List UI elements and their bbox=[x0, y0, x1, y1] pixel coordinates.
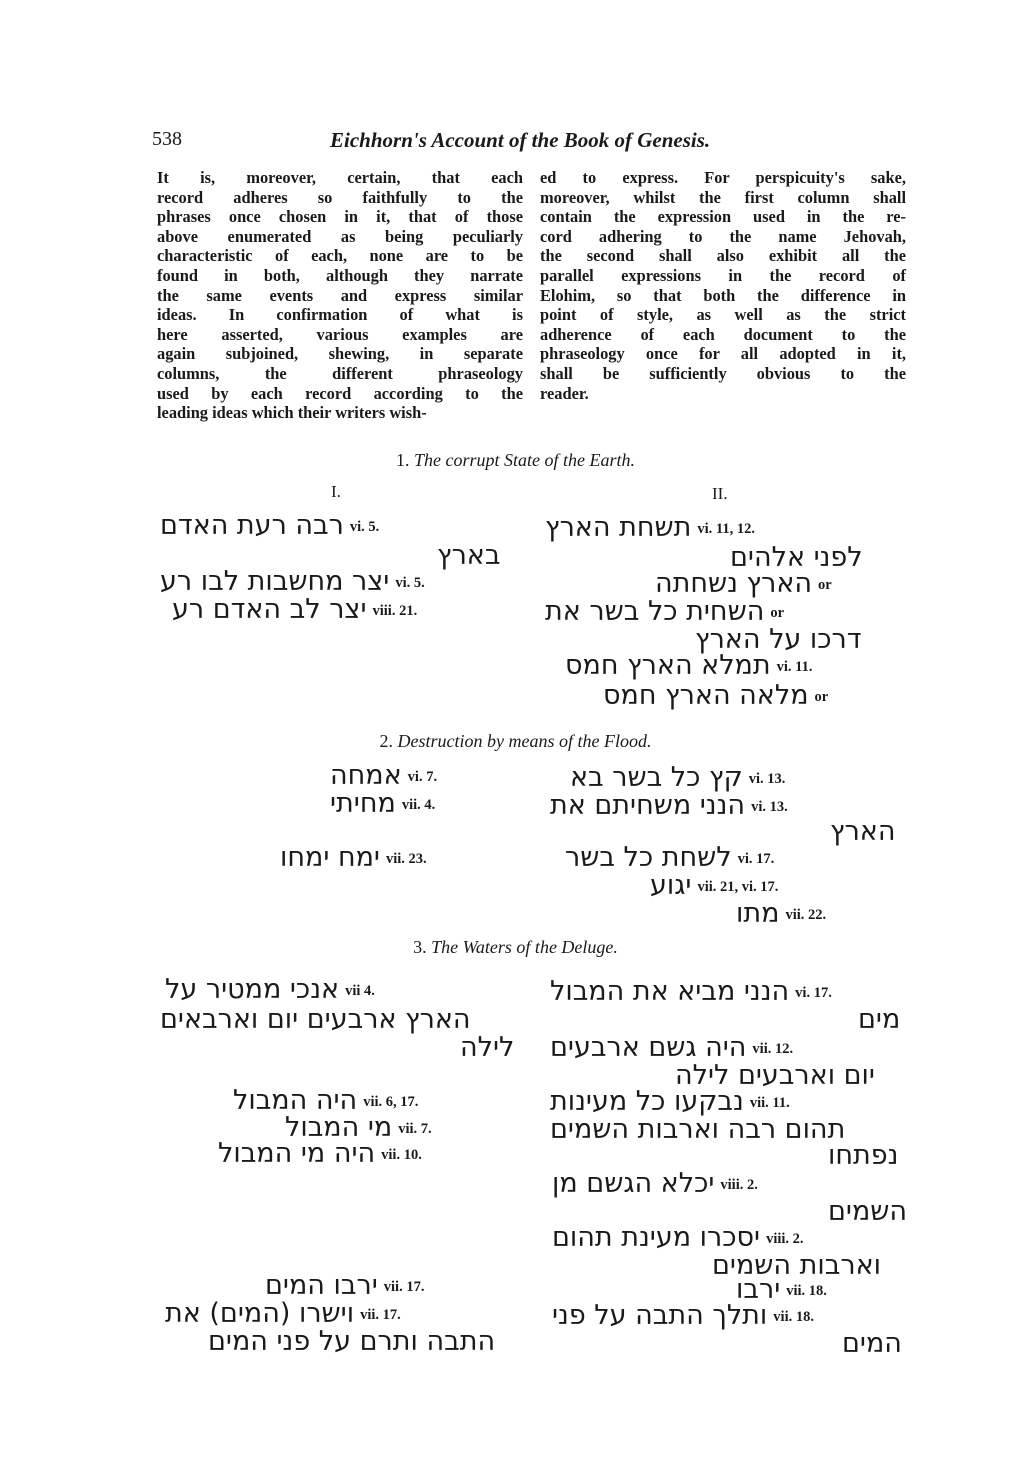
verse-reference: vi. 5. bbox=[395, 575, 425, 591]
prose-line: the same events and express similar bbox=[157, 285, 523, 305]
hebrew-phrase: תמלא הארץ חמס bbox=[565, 650, 771, 681]
or-marker: or bbox=[818, 577, 832, 593]
verse-reference: vii. 17. bbox=[383, 1279, 425, 1295]
hebrew-phrase: מי המבול bbox=[285, 1112, 393, 1143]
verse-reference: vii. 12. bbox=[752, 1041, 794, 1057]
hebrew-continuation: לילה bbox=[460, 1032, 515, 1063]
section-number: 3. bbox=[413, 937, 427, 957]
prose-line: reader. bbox=[540, 383, 589, 403]
prose-right-column bbox=[540, 168, 906, 403]
hebrew-phrase: מחיתי bbox=[330, 788, 396, 819]
page-header bbox=[150, 128, 910, 158]
hebrew-phrase: היה המבול bbox=[233, 1085, 358, 1116]
column-one-label: I. bbox=[331, 482, 341, 501]
hebrew-phrase: אמחה bbox=[330, 760, 402, 791]
verse-reference: vi. 13. bbox=[748, 771, 786, 787]
verse-reference: vii. 18. bbox=[773, 1309, 814, 1325]
phrase-entry bbox=[552, 1168, 758, 1199]
phrase-entry bbox=[160, 510, 379, 541]
prose-line: characteristic of each, none are to be bbox=[157, 246, 523, 266]
hebrew-phrase: הנני מביא את המבול bbox=[550, 976, 790, 1007]
verse-reference: viii. 2. bbox=[720, 1177, 758, 1193]
hebrew-phrase: ירבו המים bbox=[265, 1270, 378, 1301]
page-number: 538 bbox=[152, 128, 182, 150]
hebrew-continuation: התבה ותרם על פני המים bbox=[208, 1326, 496, 1357]
verse-reference: vii. 17. bbox=[360, 1307, 401, 1323]
phrase-entry bbox=[552, 1222, 804, 1253]
hebrew-phrase: לשחת כל בשר bbox=[565, 842, 732, 873]
hebrew-phrase: הנני משחיתם את bbox=[550, 790, 746, 821]
prose-line: columns, the different phraseology bbox=[157, 363, 523, 383]
section-number: 1. bbox=[396, 450, 410, 470]
section-3-heading bbox=[0, 937, 1031, 958]
hebrew-continuation: הארץ ארבעים יום וארבאים bbox=[160, 1004, 471, 1035]
hebrew-phrase: רבה רעת האדם bbox=[160, 510, 344, 541]
phrase-entry bbox=[550, 1032, 793, 1063]
phrase-entry bbox=[650, 870, 778, 901]
phrase-entry bbox=[570, 762, 785, 793]
hebrew-continuation: נפתחו bbox=[828, 1140, 899, 1171]
verse-reference: vi. 7. bbox=[407, 769, 438, 785]
hebrew-phrase: ותלך התבה על פני bbox=[552, 1300, 768, 1331]
hebrew-phrase: היה מי המבול bbox=[218, 1138, 376, 1169]
hebrew-phrase: קץ כל בשר בא bbox=[570, 762, 743, 793]
hebrew-continuation: תהום רבה וארבות השמים bbox=[550, 1114, 846, 1145]
verse-reference: vii. 21, vi. 17. bbox=[697, 879, 779, 895]
prose-line: above enumerated as being peculiarly bbox=[157, 226, 523, 246]
prose-line: adherence of each document to the bbox=[540, 324, 906, 344]
hebrew-phrase: מלאה הארץ חמס bbox=[603, 680, 809, 711]
prose-line: leading ideas which their writers wish- bbox=[157, 403, 427, 423]
hebrew-phrase: אנכי ממטיר על bbox=[165, 974, 340, 1005]
verse-reference: vii. 4. bbox=[401, 797, 436, 813]
verse-reference: vi. 17. bbox=[795, 985, 832, 1001]
phrase-entry bbox=[218, 1138, 422, 1169]
phrase-entry bbox=[552, 1300, 814, 1331]
phrase-entry bbox=[165, 1298, 401, 1329]
verse-reference: vii. 6, 17. bbox=[363, 1094, 419, 1110]
hebrew-phrase: יצר לב האדם רע bbox=[172, 594, 367, 625]
phrase-entry bbox=[550, 790, 788, 821]
prose-line: again subjoined, shewing, in separate bbox=[157, 344, 523, 364]
hebrew-phrase: וישרו (המים) את bbox=[165, 1298, 355, 1329]
hebrew-phrase: יכלא הגשם מן bbox=[552, 1168, 715, 1199]
phrase-entry bbox=[265, 1270, 424, 1301]
or-marker: or bbox=[814, 689, 829, 705]
phrase-entry bbox=[550, 976, 832, 1007]
prose-line: It is, moreover, certain, that each bbox=[157, 168, 523, 187]
prose-line: cord adhering to the name Jehovah, bbox=[540, 226, 906, 246]
prose-line: here asserted, various examples are bbox=[157, 324, 523, 344]
verse-reference: vi. 13. bbox=[751, 799, 788, 815]
phrase-entry bbox=[160, 566, 425, 597]
verse-reference: vii. 23. bbox=[385, 851, 427, 867]
verse-reference: vii 4. bbox=[345, 983, 375, 999]
section-1-heading bbox=[0, 450, 1031, 471]
hebrew-continuation: יום וארבעים לילה bbox=[675, 1060, 875, 1091]
prose-line: record adheres so faithfully to the bbox=[157, 187, 523, 207]
phrase-entry bbox=[165, 974, 375, 1005]
phrase-entry bbox=[545, 596, 784, 627]
hebrew-continuation: וארבות השמים bbox=[712, 1250, 882, 1281]
verse-reference: vii. 10. bbox=[381, 1147, 422, 1163]
section-title: The corrupt State of the Earth. bbox=[414, 450, 635, 470]
verse-reference: vi. 11, 12. bbox=[697, 521, 755, 537]
hebrew-phrase: תשחת הארץ bbox=[545, 512, 692, 543]
prose-line: moreover, whilst the first column shall bbox=[540, 187, 906, 207]
verse-reference: viii. 21. bbox=[372, 603, 418, 619]
hebrew-phrase: יסכרו מעינת תהום bbox=[552, 1222, 761, 1253]
hebrew-phrase: ירבו bbox=[736, 1274, 781, 1305]
running-title: Eichhorn's Account of the Book of Genesis. bbox=[330, 128, 711, 152]
hebrew-phrase: היה גשם ארבעים bbox=[550, 1032, 747, 1063]
section-number: 2. bbox=[379, 731, 394, 751]
section-title: The Waters of the Deluge. bbox=[431, 937, 618, 957]
prose-line: ideas. In confirmation of what is bbox=[157, 305, 523, 325]
hebrew-phrase: השחית כל בשר את bbox=[545, 596, 765, 627]
prose-line: found in both, although they narrate bbox=[157, 265, 523, 285]
hebrew-phrase: ימח ימחו bbox=[280, 842, 380, 873]
hebrew-phrase: הארץ נשחתה bbox=[655, 568, 813, 599]
hebrew-phrase: יצר מחשבות לבו רע bbox=[160, 566, 390, 597]
phrase-entry bbox=[330, 760, 437, 791]
hebrew-continuation: השמים bbox=[828, 1196, 908, 1227]
section-2-heading bbox=[0, 731, 1031, 752]
hebrew-continuation: בארץ bbox=[437, 540, 501, 571]
phrase-entry bbox=[603, 680, 828, 711]
verse-reference: vii. 7. bbox=[398, 1121, 432, 1137]
hebrew-phrase: מתו bbox=[736, 898, 780, 929]
verse-reference: vii. 11. bbox=[749, 1095, 790, 1111]
prose-line: phraseology once for all adopted in it, bbox=[540, 344, 906, 364]
hebrew-continuation: לפני אלהים bbox=[730, 542, 863, 573]
verse-reference: vii. 22. bbox=[785, 907, 827, 923]
phrase-entry bbox=[655, 568, 832, 599]
prose-line: Elohim, so that both the difference in bbox=[540, 285, 906, 305]
phrase-entry bbox=[550, 1086, 790, 1117]
hebrew-phrase: יגוע bbox=[650, 870, 692, 901]
phrase-entry bbox=[330, 788, 435, 819]
verse-reference: vi. 5. bbox=[349, 519, 380, 535]
phrase-entry bbox=[565, 650, 813, 681]
phrase-entry bbox=[280, 842, 427, 873]
column-two-label: II. bbox=[712, 484, 728, 503]
hebrew-phrase: נבקעו כל מעינות bbox=[550, 1086, 744, 1117]
prose-line: used by each record according to the bbox=[157, 383, 523, 403]
prose-line: shall be sufficiently obvious to the bbox=[540, 363, 906, 383]
prose-line: ed to express. For perspicuity's sake, bbox=[540, 168, 906, 187]
section-title: Destruction by means of the Flood. bbox=[397, 731, 652, 751]
prose-line: parallel expressions in the record of bbox=[540, 265, 906, 285]
phrase-entry bbox=[565, 842, 774, 873]
hebrew-continuation: דרכו על הארץ bbox=[695, 624, 862, 655]
or-marker: or bbox=[770, 605, 785, 621]
prose-line: point of style, as well as the strict bbox=[540, 305, 906, 325]
phrase-entry bbox=[545, 512, 755, 543]
verse-reference: viii. 2. bbox=[766, 1231, 804, 1247]
hebrew-continuation: הארץ bbox=[830, 816, 896, 847]
verse-reference: vi. 11. bbox=[776, 659, 813, 675]
phrase-entry bbox=[736, 898, 826, 929]
prose-line: the second shall also exhibit all the bbox=[540, 246, 906, 266]
prose-line: phrases once chosen in it, that of those bbox=[157, 207, 523, 227]
verse-reference: vii. 18. bbox=[786, 1283, 827, 1299]
verse-reference: vi. 17. bbox=[737, 851, 775, 867]
hebrew-continuation: מים bbox=[858, 1004, 901, 1035]
prose-left-column bbox=[157, 168, 523, 423]
prose-line: contain the expression used in the re- bbox=[540, 207, 906, 227]
hebrew-continuation: המים bbox=[842, 1328, 902, 1359]
phrase-entry bbox=[172, 594, 417, 625]
